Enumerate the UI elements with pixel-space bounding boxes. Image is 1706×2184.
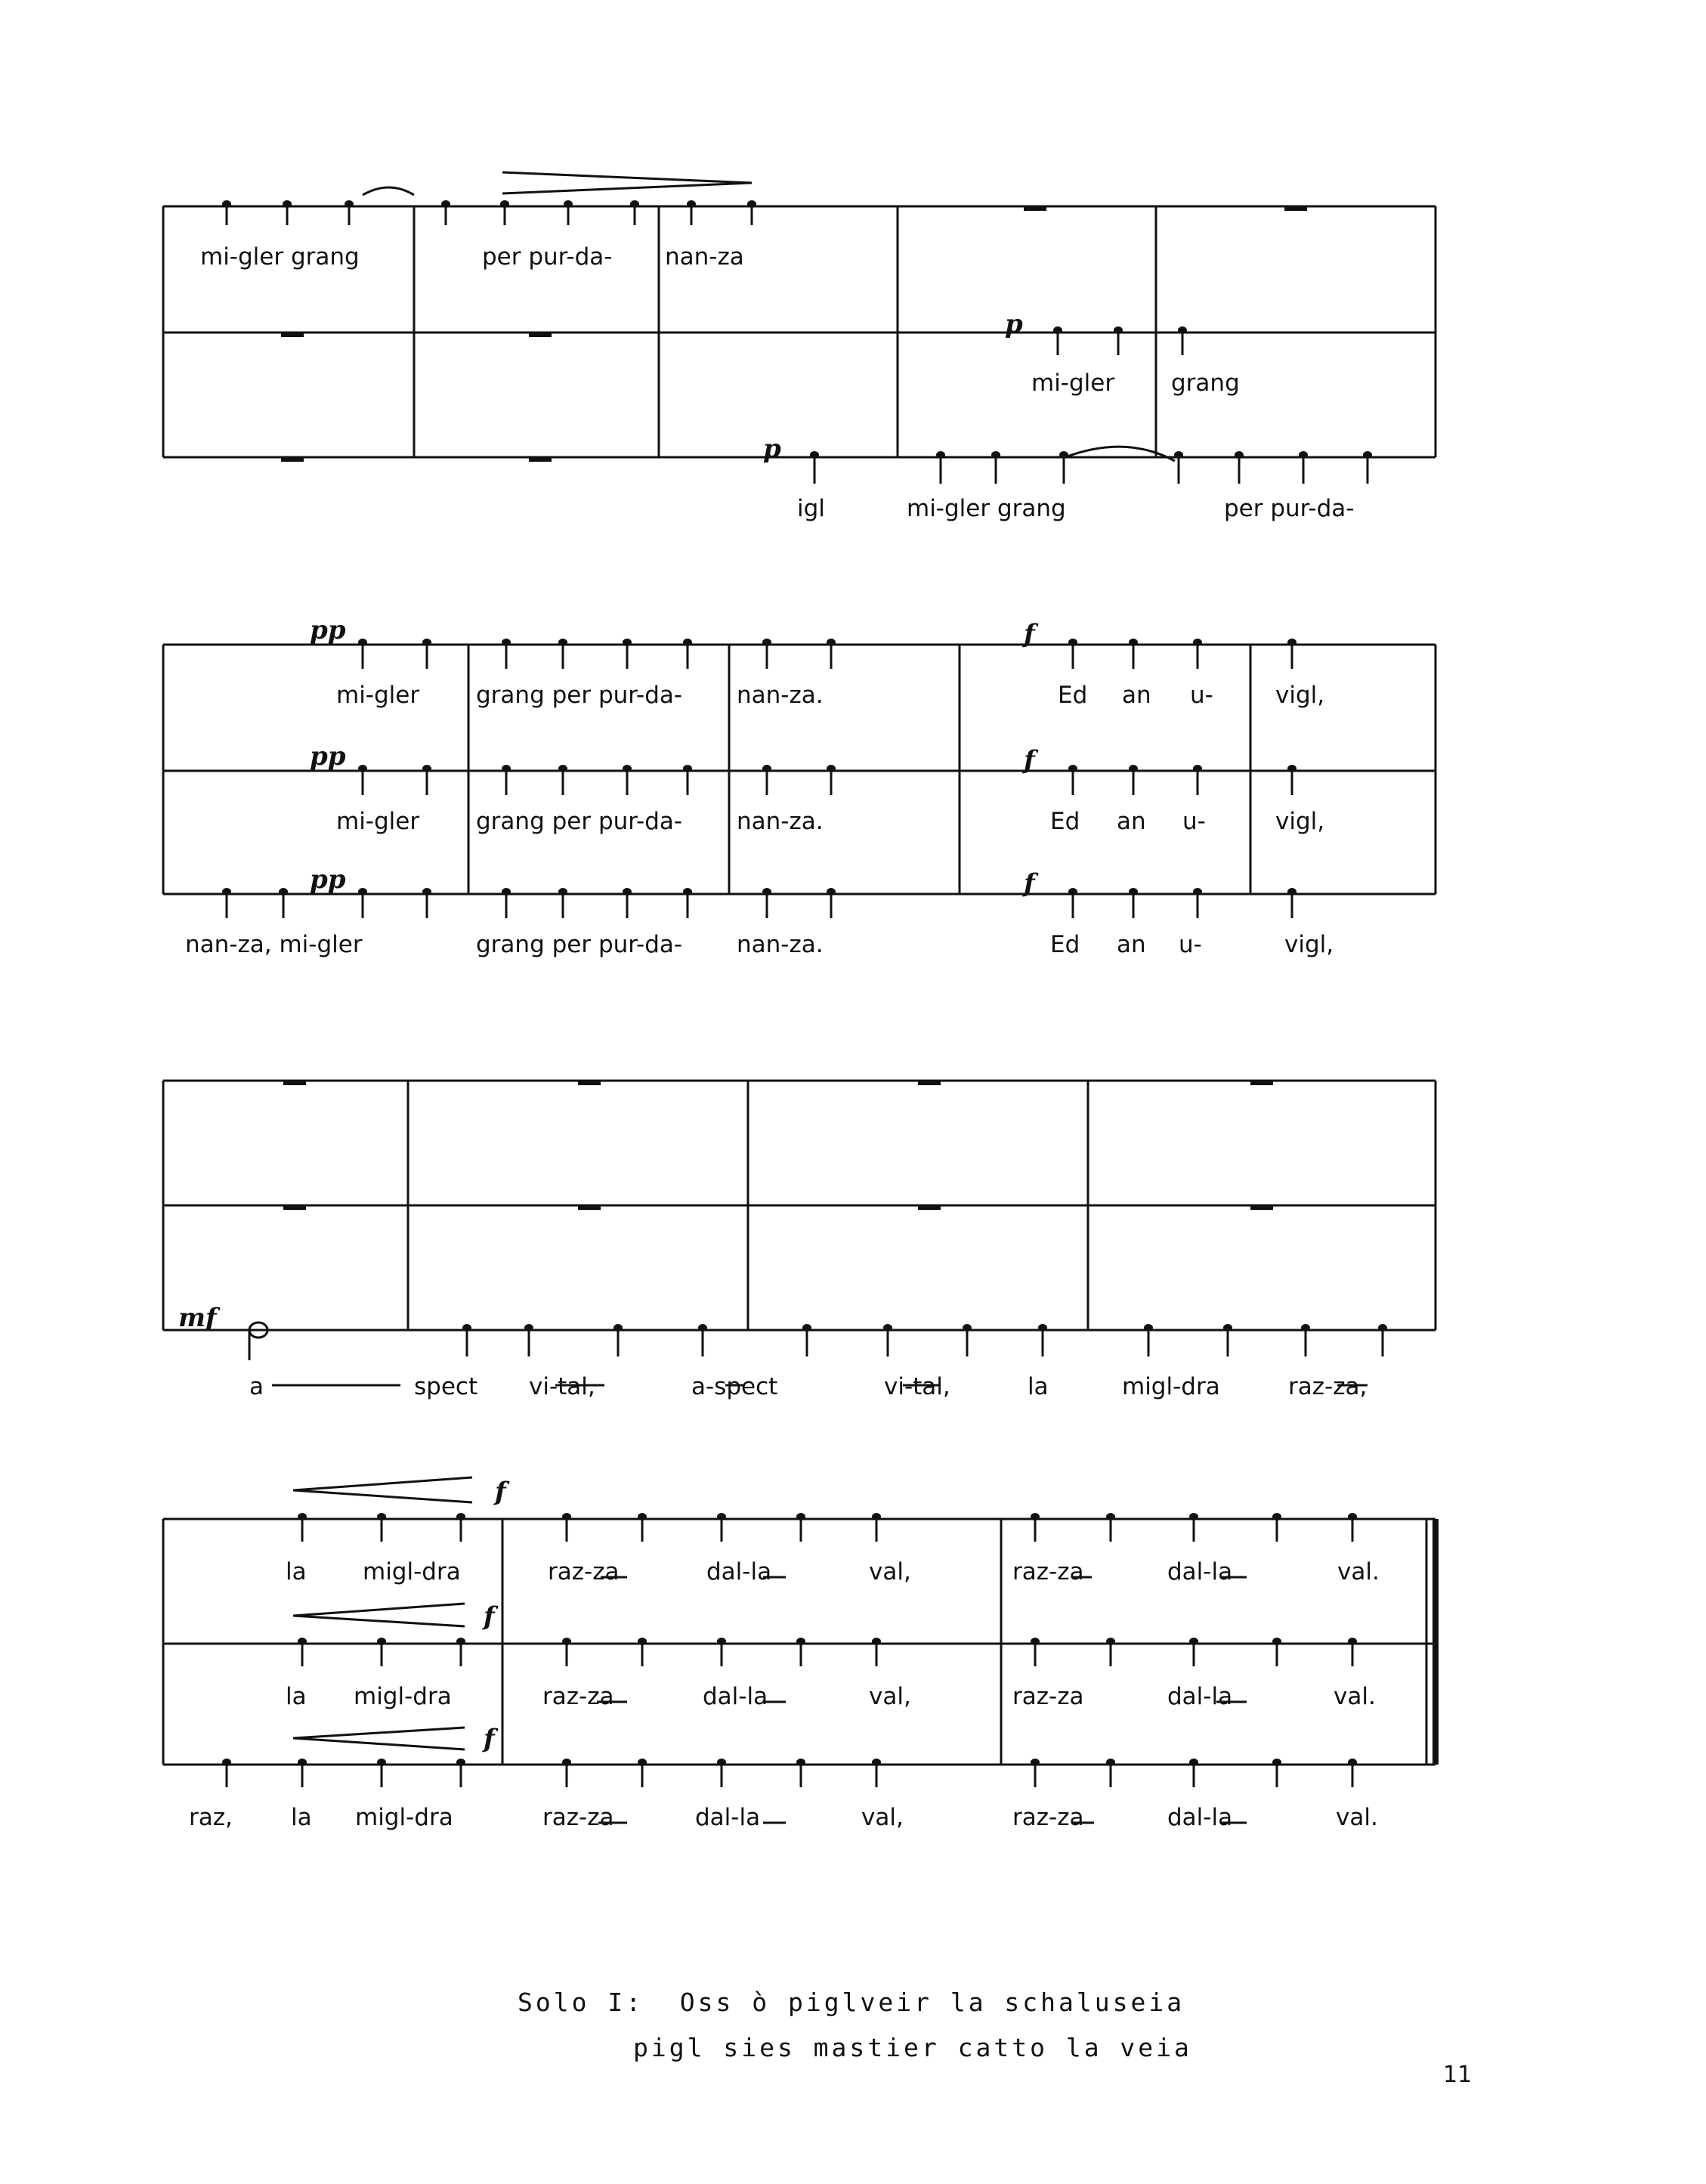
lyric: grang per pur-da- <box>476 808 683 835</box>
lyric: nan-za <box>665 243 744 271</box>
dynamic-marking: pp <box>310 741 346 772</box>
lyric: migl-dra <box>1122 1373 1220 1400</box>
lyric: a <box>249 1373 264 1400</box>
lyric: la <box>1028 1373 1049 1400</box>
dynamic-marking: pp <box>310 865 346 895</box>
lyric: per pur-da- <box>482 243 613 271</box>
lyric: migl-dra <box>354 1683 452 1710</box>
dynamic-marking: f <box>1024 868 1035 899</box>
lyric: igl <box>797 495 825 522</box>
lyric: raz-za, <box>1288 1373 1368 1400</box>
system-3 <box>163 1081 1436 1330</box>
page-number: 11 <box>1443 2062 1473 2088</box>
lyric: Ed <box>1050 808 1080 835</box>
dynamic-marking: f <box>1024 745 1035 775</box>
lyric: dal-la <box>706 1558 772 1585</box>
lyric: Ed <box>1058 682 1088 709</box>
lyric: la <box>291 1804 312 1831</box>
lyric: dal-la <box>1167 1804 1233 1831</box>
lyric: raz-za <box>1012 1804 1084 1831</box>
lyric: a-spect <box>691 1373 778 1400</box>
dynamic-marking: f <box>495 1477 506 1507</box>
lyric: la <box>286 1558 307 1585</box>
lyric: Ed <box>1050 931 1080 958</box>
lyric: raz-za <box>542 1804 614 1831</box>
lyric: mi-gler grang <box>907 495 1066 522</box>
lyric: vigl, <box>1284 931 1334 958</box>
lyric: val. <box>1336 1804 1378 1831</box>
lyric: nan-za, mi-gler <box>185 931 363 958</box>
lyric: u- <box>1190 682 1213 709</box>
lyric: grang per pur-da- <box>476 931 683 958</box>
lyric: raz-za <box>548 1558 620 1585</box>
lyric: vi-tal, <box>529 1373 595 1400</box>
lyric: mi-gler <box>336 682 420 709</box>
lyric: val, <box>861 1804 904 1831</box>
lyric: vigl, <box>1275 682 1325 709</box>
lyric: nan-za. <box>737 682 824 709</box>
lyric: dal-la <box>1167 1683 1233 1710</box>
dynamic-marking: f <box>1024 619 1035 649</box>
solo-text-line-2: pigl sies mastier catto la veia <box>633 2033 1192 2062</box>
solo-text-line-1: Solo I: Oss ò piglveir la schaluseia <box>518 1988 1185 2017</box>
lyric: dal-la <box>695 1804 761 1831</box>
lyric: vigl, <box>1275 808 1325 835</box>
lyric: an <box>1122 682 1151 709</box>
lyric: mi-gler grang <box>200 243 360 271</box>
dynamic-marking: f <box>484 1724 495 1754</box>
lyric: spect <box>414 1373 478 1400</box>
lyric: u- <box>1179 931 1202 958</box>
lyric: per pur-da- <box>1224 495 1355 522</box>
lyric: dal-la <box>1167 1558 1233 1585</box>
lyric: val, <box>869 1683 911 1710</box>
lyric: val. <box>1334 1683 1376 1710</box>
dynamic-marking: p <box>763 434 781 464</box>
lyric: raz-za <box>542 1683 614 1710</box>
lyric: u- <box>1182 808 1206 835</box>
dynamic-marking: mf <box>178 1303 217 1333</box>
lyric: nan-za. <box>737 808 824 835</box>
lyric: an <box>1117 931 1146 958</box>
lyric: val, <box>869 1558 911 1585</box>
lyric: mi-gler <box>1031 370 1115 397</box>
lyric: migl-dra <box>363 1558 461 1585</box>
dynamic-marking: p <box>1005 309 1023 339</box>
lyric: val. <box>1337 1558 1380 1585</box>
lyric: raz-za <box>1012 1683 1084 1710</box>
system-4 <box>163 1477 1436 1765</box>
lyric: dal-la <box>703 1683 768 1710</box>
dynamic-marking: pp <box>310 615 346 645</box>
lyric: raz, <box>189 1804 233 1831</box>
system-1 <box>163 172 1436 484</box>
lyric: raz-za <box>1012 1558 1084 1585</box>
lyric: grang <box>1171 370 1240 397</box>
lyric: nan-za. <box>737 931 824 958</box>
dynamic-marking: f <box>484 1601 495 1632</box>
lyric: mi-gler <box>336 808 420 835</box>
lyric: grang per pur-da- <box>476 682 683 709</box>
lyric: migl-dra <box>355 1804 453 1831</box>
lyric: an <box>1117 808 1146 835</box>
lyric: vi-tal, <box>884 1373 950 1400</box>
lyric: la <box>286 1683 307 1710</box>
